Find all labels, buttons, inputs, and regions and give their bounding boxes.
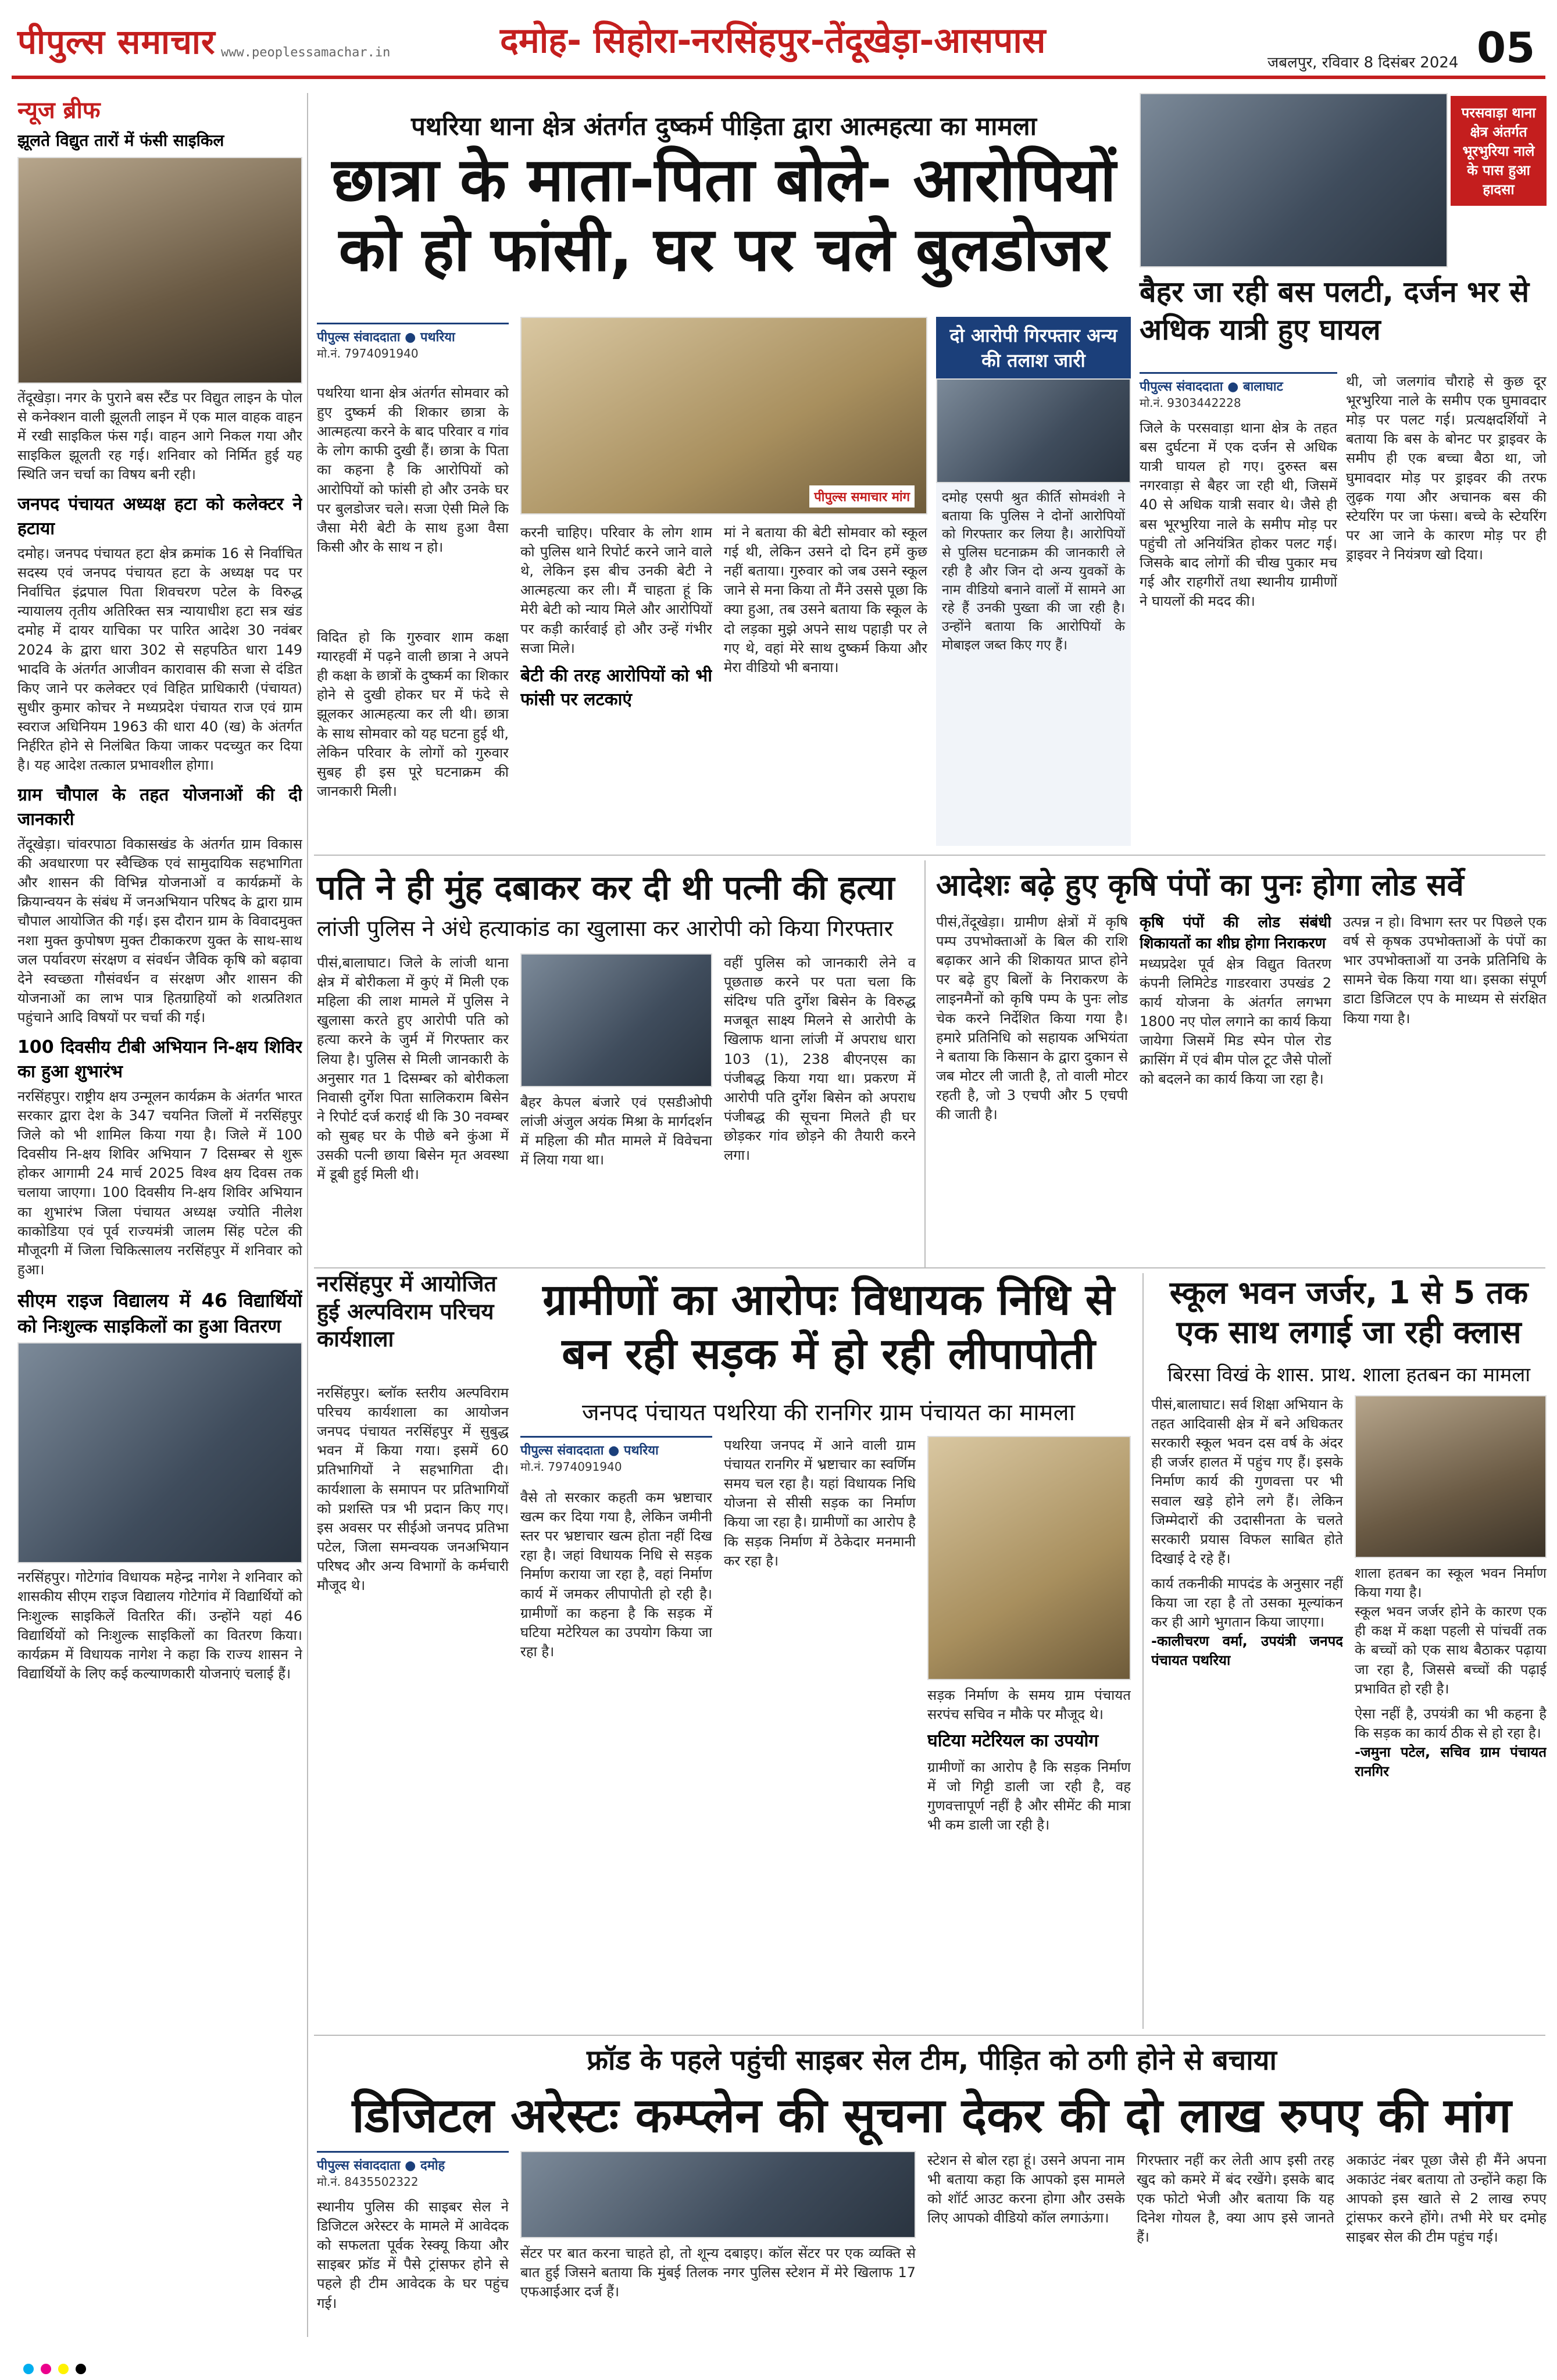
lead-col-3: मां ने बताया की बेटी सोमवार को स्कूल गई थी, लेकिन उसने दो दिन हमें कुछ नहीं बताया। गुरुवार को जब उसने स्कूल जाने से मना किया तो मैंने उससे पूछा कि क्या हुआ, तब उसने बताया कि स्कूल के दो लड़का मुझे अपने साथ पहाड़ी पर ले गए थे, वहां मेरे साथ दुष्कर्म किया और मेरा वीडियो भी बनाया। — [724, 524, 927, 676]
news-brief-label: न्यूज ब्रीफ — [17, 97, 101, 124]
brief-text: नरसिंहपुर। राष्ट्रीय क्षय उन्मूलन कार्यक्रम के अंतर्गत भारत सरकार द्वारा देश के 347 चयनित जिलों में नरसिंहपुर जिले को भी शामिल किया गया है। जिले में 100 दिवसीय नि-क्षय शिविर अभियान 7 दिसम्बर से शुरू होकर आगामी 24 मार्च 2025 विश्व क्षय दिवस तक चलाया जाएगा। 100 दिवसीय नि-क्षय शिविर अभियान का शुभारंभ जिला पंचायत अध्यक्ष ज्योति नीलेश काकोडिया एवं पूर्व राज्यमंत्री जालम सिंह पटेल की मौजूदगी में जिला चिकित्सालय नरसिंहपुर में शनिवार को हुआ। — [17, 1088, 302, 1278]
registration-mark — [58, 2364, 69, 2374]
section-title: दमोह- सिहोरा-नरसिंहपुर-तेंदूखेड़ा-आसपास — [500, 20, 1046, 61]
arrest-box-title: दो आरोपी गिरफ्तार अन्य की तलाश जारी — [936, 317, 1131, 378]
row-divider — [314, 1267, 1545, 1268]
pump-headline: आदेशः बढ़े हुए कृषि पंपों का पुनः होगा लोड सर्वे — [936, 868, 1464, 903]
cyber-col-1: स्थानीय पुलिस की साइबर सेल ने डिजिटल अरेस्टर के मामले में आवेदक को सफलता पूर्वक रेस्क्यू किया और साइबर फ्रॉड में पैसे ट्रांसफर होने से पहले ही टीम आवेदक के घर पहुंच गई। — [317, 2199, 509, 2311]
cycle-photo — [17, 157, 302, 384]
lead-col-2: करनी चाहिए। परिवार के लोग शाम को पुलिस थाने रिपोर्ट करने जाने वाले थे, लेकिन इस बीच उनकी बेटी ने आत्महत्या कर ली। मैं चाहता हूं कि मेरी बेटी को न्याय मिले और आरोपियों पर कड़ी कार्रवाई हो और उन्हें गंभीर सजा मिले। बेटी की तरह आरोपियों को भी फांसी पर लटकाएं — [520, 524, 712, 710]
murder-caption: बैहर केपल बंजारे एवं एसडीओपी लांजी अंजुल अयंक मिश्रा के मार्गदर्शन में महिला की मौत मामले में विवेचना में लिया गया था। — [520, 1094, 712, 1168]
murder-deck: लांजी पुलिस ने अंधे हत्याकांड का खुलासा कर आरोपी को किया गिरफ्तार — [317, 916, 894, 941]
cyber-col-3: स्टेशन से बोल रहा हूं। उसने अपना नाम भी बताया कहा कि आपको इस मामले को शॉर्ट आउट करना होगा और उसके लिए आपको वीडियो कॉल लगाऊंगा। — [927, 2152, 1125, 2227]
school-col-1: पीसं,बालाघाट। सर्व शिक्षा अभियान के तहत आदिवासी क्षेत्र में बने अधिकतर सरकारी स्कूल भवन दस वर्ष के अंदर ही जर्जर हालत में पहुंच गए हैं। इसके निर्माण कार्य की गुणवत्ता पर भी सवाल खड़े होने लगे हैं। लेकिन जिम्मेदारों की उदासीनता के चलते सरकारी प्रयास विफल साबित होते दिखाई दे रहे हैं। कार्य तकनीकी मापदंड के अनुसार नहीं किया जा रहा है तो उसका मूल्यांकन कर ही आगे भुगतान किया जाएगा। -कालीचरण वर्मा, उपयंत्री जनपद पंचायत पथरिया — [1151, 1396, 1343, 1669]
cyber-team-photo — [520, 2151, 916, 2238]
pump-col-2: कृषि पंपों की लोड संबंधी शिकायतों का शीघ्र होगा निराकरण मध्यप्रदेश पूर्व क्षेत्र विद्युत वितरण कंपनी लिमिटेड गाडरवारा उपखंड 2 कार्य योजना के अंतर्गत लगभग 1800 नए पोल लगाने का कार्य किया जायेगा जिसमें मिड स्पेन पोल रोड क्रासिंग में एवं बीम पोल टूट जैसे पोलों को बदलने का कार्य किया जा रहा है। — [1140, 914, 1331, 1088]
school-col-2: शाला हतबन का स्कूल भवन निर्माण किया गया है। स्कूल भवन जर्जर होने के कारण एक ही कक्ष में कक्षा पहली से पांचवीं तक के बच्चों को एक साथ बैठाकर पढ़ाया जा रहा है, जिससे बच्चों की पढ़ाई प्रभावित हो रही है। ऐसा नहीं है, उपयंत्री का भी कहना है कि सड़क का कार्य ठीक से हो रहा है। -जमुना पटेल, सचिव ग्राम पंचायत रानगिर — [1355, 1565, 1547, 1780]
school-headline: स्कूल भवन जर्जर, 1 से 5 तक एक साथ लगाई जा रही क्लास — [1169, 1274, 1529, 1350]
news-brief-column — [17, 93, 302, 2337]
masthead-logo: पीपुल्स समाचार — [17, 22, 216, 62]
road-headline: ग्रामीणों का आरोपः विधायक निधि से बन रही सड़क में हो रही लीपापोती — [542, 1275, 1115, 1379]
brief-text: दमोह। जनपद पंचायत हटा क्षेत्र क्रमांक 16 से निर्वाचित सदस्य एवं जनपद पंचायत हटा के अध्यक्ष पद पर निर्वाचित इंद्रपाल पिता शिवचरण पटेल के विरुद्ध न्यायालय तृतीय अतिरिक्त सत्र न्यायाधीश हटा सत्र खंड दमोह में दायर याचिका पर पारित आदेश 30 नवंबर 2024 के द्वारा धारा 302 से सहपठित धारा 149 भादवि के अंतर्गत आजीवन कारावास की सजा से दंडित किए जाने पर कलेक्टर एवं विहित प्राधिकारी (पंचायत) सुधीर कुमार कोचर ने मध्यप्रदेश पंचायत राज एवं ग्राम स्वराज अधिनियम 1963 की धारा 40 (ख) के अंतर्गत निर्हरित होने से निलंबित किया जाकर पदच्युत कर दिया है। यह आदेश तत्काल प्रभावशील होगा। — [17, 545, 302, 774]
photo-label: पीपुल्स समाचार मांग — [809, 485, 915, 508]
lead-headline: छात्रा के माता-पिता बोले- आरोपियों को हो फांसी, घर पर चले बुलडोजर — [331, 144, 1116, 285]
police-team-photo — [520, 953, 712, 1087]
cyber-col-4: गिरफ्तार नहीं कर लेती आप इसी तरह खुद को कमरे में बंद रखेंगे। इसके बाद एक फोटो भेजी और बताया कि यह दिनेश गोयल है, क्या आप इसे जानते हैं। — [1137, 2152, 1334, 2246]
masthead-url: www.peoplessamachar.in — [221, 45, 391, 60]
murder-headline: पति ने ही मुंह दबाकर कर दी थी पत्नी की हत्या — [317, 868, 895, 907]
road-byline: पीपुल्स संवाददाता ● पथरिया मो.नं. 7974091940 — [520, 1436, 712, 1474]
issue-date: जबलपुर, रविवार 8 दिसंबर 2024 — [1267, 54, 1459, 72]
registration-mark — [41, 2364, 51, 2374]
bus-col-1: जिले के परसवाड़ा थाना क्षेत्र के तहत बस दुर्घटना में एक दर्जन से अधिक यात्री घायल हो गए। दुरुस्त बस नगरवाड़ा से बैहर जा रही थी, जिसमें 40 से अधिक यात्री सवार थे। जैसे ही बस भूरभुरिया नाले के समीप मोड़ पर पहुंची तो अनियंत्रित होकर पलट गई। जिसके बाद लोगों की चीख पुकार मच गई और राहगीरों तथा स्थानीय ग्रामीणों ने घायलों की मदद की। — [1140, 420, 1337, 609]
workshop-col: नरसिंहपुर। ब्लॉक स्तरीय अल्पविराम परिचय कार्यशाला का आयोजन जनपद पंचायत नरसिंहपुर में सुबुद्ध भवन में किया गया। इसमें 60 प्रतिभागियों ने सहभागिता दी। कार्यशाला के समापन पर प्रतिभागियों को प्रशस्ति पत्र भी प्रदान किए गए। इस अवसर पर सीईओ जनपद प्रतिभा पटेल, जिला समन्वयक जनअभियान परिषद और अन्य विभागों के कर्मचारी मौजूद थे। — [317, 1385, 509, 1594]
row-divider — [314, 855, 1545, 856]
bus-accident-photo — [1140, 93, 1448, 267]
road-photo — [927, 1436, 1131, 1680]
school-photo — [1355, 1395, 1547, 1558]
lead-byline: पीपुल्स संवाददाता ● पथरिया मो.नं. 7974091940 — [317, 323, 509, 361]
brief-headline: झूलते विद्युत तारों में फंसी साइकिल — [17, 131, 224, 150]
bus-byline: पीपुल्स संवाददाता ● बालाघाट मो.नं. 9303442228 — [1140, 372, 1337, 410]
column-divider — [924, 860, 926, 1267]
road-col-1: वैसे तो सरकार कहती कम भ्रष्टाचार खत्म कर दिया गया है, लेकिन जमीनी स्तर पर भ्रष्टाचार खत्म होता नहीं दिख रहा है। जहां विधायक निधि से सड़क निर्माण कराया जा रहा है, वहां निर्माण कार्य में जमकर लीपापोती हो रही है। ग्रामीणों का कहना है कि सड़क में घटिया मटेरियल का उपयोग किया जा रहा है। — [520, 1489, 712, 1660]
column-divider — [1142, 1273, 1144, 2029]
cyber-headline: डिजिटल अरेस्टः कम्प्लेन की सूचना देकर की दो लाख रुपए की मांग — [352, 2088, 1512, 2143]
lead-col-1b: विदित हो कि गुरुवार शाम कक्षा ग्यारहवीं में पढ़ने वाली छात्रा ने अपने ही कक्षा के छात्रों के दुष्कर्म का शिकार होने से दुखी होकर घर में फंदे से झूलकर आत्महत्या कर ली थी। छात्रा के साथ सोमवार को यह घटना हुई थी, लेकिन परिवार के लोगों को गुरुवार सुबह ही इस पूरे घटनाक्रम की जानकारी मिली। — [317, 629, 509, 799]
cyber-col-2: सेंटर पर बात करना चाहते हो, तो शून्य दबाइए। कॉल सेंटर पर एक व्यक्ति से बात हुई जिसने बताया कि मुंबई तिलक नगर पुलिस स्टेशन में मेरे खिलाफ 17 एफआईआर दर्ज हैं। — [520, 2245, 916, 2300]
cyber-byline: पीपुल्स संवाददाता ● दमोह मो.नं. 8435502322 — [317, 2151, 509, 2189]
lead-kicker: पथरिया थाना क्षेत्र अंतर्गत दुष्कर्म पीड़िता द्वारा आत्महत्या का मामला — [410, 112, 1037, 141]
road-col-2: पथरिया जनपद में आने वाली ग्राम पंचायत रानगिर में भ्रष्टाचार का स्वर्णिम समय चल रहा है। यहां विधायक निधि योजना से सीसी सड़क का निर्माण किया जा रहा है। ग्रामीणों का आरोप है कि सड़क निर्माण में ठेकेदार मनमानी कर रहा है। — [724, 1437, 916, 1569]
bus-col-2: थी, जो जलगांव चौराहे से कुछ दूर भूरभुरिया नाले के समीप एक घुमावदार मोड़ पर पलट गई। प्रत्यक्षदर्शियों ने बताया कि बस के बोनट पर ड्राइवर के समीप ही एक बच्चा बैठा था, जो घुमावदार मोड़ पर ड्राइवर की तरफ लुढ़क गया और अचानक बस की स्टेयरिंग पर जा फंसा। बच्चे के स्टेयरिंग पर आ जाने के कारण मोड़ पर ही ड्राइवर ने नियंत्रण खो दिया। — [1346, 373, 1547, 563]
cyber-col-5: अकाउंट नंबर पूछा जैसे ही मैंने अपना अकाउंट नंबर बताया तो उन्होंने कहा कि आपको इस खाते से 2 लाख रुपए ट्रांसफर करने होंगे। तभी मेरे घर दमोह साइबर सेल की टीम पहुंच गई। — [1346, 2152, 1547, 2246]
row-divider — [314, 2035, 1545, 2036]
brief-text: तेंदूखेड़ा। चांवरपाठा विकासखंड के अंतर्गत ग्राम विकास की अवधारणा पर स्वैच्छिक एवं सामुदायिक सहभागिता और शासन की विभिन्न योजनाओं व कार्यक्रमों के क्रियान्वयन के संबंध में जनअभियान परिषद के द्वारा ग्राम चौपाल आयोजित की गई। इस दौरान ग्राम के विवादमुक्त नशा मुक्त कुपोषण मुक्त टीकाकरण युक्त के साथ-साथ जल पर्यावरण संरक्षण व संवर्धन जैविक कृषि को बढ़ावा देने स्वच्छता गौसंवर्धन व संरक्षण और शासन की योजनाओं का लाभ पात्र हितग्राहियों को शत्प्रतिशत पहुंचाने आदि विषयों पर चर्चा की गई। — [17, 836, 302, 1026]
column-divider — [307, 93, 308, 2337]
brief-headline: जनपद पंचायत अध्यक्ष हटा को कलेक्टर ने हटाया — [17, 494, 302, 539]
masthead-rule — [12, 76, 1545, 79]
registration-mark — [76, 2364, 86, 2374]
workshop-headline: नरसिंहपुर में आयोजित हुई अल्पविराम परिचय कार्यशाला — [317, 1271, 497, 1352]
brief-headline: 100 दिवसीय टीबी अभियान नि-क्षय शिविर का हुआ शुभारंभ — [17, 1037, 302, 1082]
brief-headline: ग्राम चौपाल के तहत योजनाओं की दी जानकारी — [17, 785, 302, 830]
lead-col-1: पथरिया थाना क्षेत्र अंतर्गत सोमवार को हुए दुष्कर्म की शिकार छात्रा के आत्महत्या करने के बाद परिवार व गांव के लोग काफी दुखी हैं। छात्रा के पिता का कहना है कि आरोपियों को आरोपियों को फांसी हो और उनके घर पर बुलडोजर चले। सजा ऐसी मिले कि जैसा मेरी बेटी के साथ हुआ वैसा किसी और के साथ न हो। — [317, 385, 509, 555]
pump-col-3: उत्पन्न न हो। विभाग स्तर पर पिछले एक वर्ष से कृषक उपभोक्ताओं के पंपों का भार उपभोक्ताओं या उनके प्रतिनिधि के सामने चेक किया गया था। इसका संपूर्ण डाटा डिजिटल एप के माध्यम से संरक्षित किया गया है। — [1343, 914, 1547, 1027]
bus-headline: बैहर जा रही बस पलटी, दर्जन भर से अधिक यात्री हुए घायल — [1140, 275, 1529, 346]
brief-headline: सीएम राइज विद्यालय में 46 विद्यार्थियों को निःशुल्क साइकिलों का हुआ वितरण — [17, 1289, 302, 1338]
cycle-distribution-photo — [17, 1342, 302, 1563]
brief-text: नरसिंहपुर। गोटेगांव विधायक महेन्द्र नागेश ने शनिवार को शासकीय सीएम राइज विद्यालय गोटेगांव में विद्यार्थियों को निःशुल्क साइकिलें वितरित कीं। उन्होंने यहां 46 विद्यार्थियों को निःशुल्क साइकिलों का वितरण किया। कार्यक्रम में विधायक नागेश ने कहा कि राज्य शासन ने विद्यार्थियों के लिए कई कल्याणकारी योजनाएं चलाई हैं। — [17, 1569, 302, 1682]
arrest-box — [936, 317, 1131, 846]
cyber-kicker: फ्रॉड के पहले पहुंची साइबर सेल टीम, पीड़ित को ठगी होने से बचाया — [587, 2044, 1277, 2077]
brief-text: तेंदूखेड़ा। नगर के पुराने बस स्टैंड पर विद्युत लाइन के पोल से कनेक्शन वाली झूलती लाइन में एक माल वाहक वाहन में रखी साइकिल फंस गई। वाहन आगे निकल गया और साइकिल झूलती रह गई। शनिवार को निर्मित हुई यह स्थिति जन चर्चा का विषय बनी रही। — [17, 389, 302, 483]
murder-col-1: पीसं,बालाघाट। जिले के लांजी थाना क्षेत्र में बोरीकला में कुएं में मिली एक महिला की लाश मामले में पुलिस ने खुलासा करते हुए आरोपी पति को हत्या करने के जुर्म में गिरफ्तार कर लिया है। पुलिस से मिली जानकारी के अनुसार गत 1 दिसम्बर को बोरीकला निवासी दुर्गेश पिता सालिकराम बिसेन ने रिपोर्ट दर्ज कराई थी कि 30 नवम्बर को सुबह घर के पीछे बने कुंआ में उसकी पत्नी छाया बिसेन मृत अवस्था में डूबी हुई मिली थी। — [317, 955, 509, 1183]
pump-col-1: पीसं,तेंदूखेड़ा। ग्रामीण क्षेत्रों में कृषि पम्प उपभोक्ताओं के बिल की राशि बढ़ाकर आने की शिकायत प्राप्त होने पर बढ़े हुए बिलों के निराकरण के लाइनमैनों को कृषि पम्प के पुनः लोड चेक करने निर्देशित किया गया है। हमारे प्रतिनिधि को सहायक अभियंता ने बताया कि किसान के द्वारा दुकान से जब मोटर ली जाती है, तो वाली मोटर रहती है, जो 3 एचपी और 5 एचपी की जाती है। — [936, 914, 1128, 1123]
page-number: 05 — [1477, 23, 1535, 72]
road-deck: जनपद पंचायत पथरिया की रानगिर ग्राम पंचायत का मामला — [582, 1399, 1075, 1426]
arrest-photo — [936, 378, 1131, 483]
school-deck: बिरसा विखं के शास. प्राथ. शाला हतबन का मामला — [1167, 1363, 1531, 1386]
road-col-3: सड़क निर्माण के समय ग्राम पंचायत सरपंच सचिव न मौके पर मौजूद थे। घटिया मटेरियल का उपयोग ग्रामीणों का आरोप है कि सड़क निर्माण में जो गिट्टी डाली जा रही है, वह गुणवत्तापूर्ण नहीं है और सीमेंट की मात्रा भी कम डाली जा रही है। — [927, 1687, 1131, 1833]
arrest-box-text: दमोह एसपी श्रुत कीर्ति सोमवंशी ने बताया कि पुलिस ने दोनों आरोपियों को गिरफ्तार कर लिया है। आरोपियों से पुलिस घटनाक्रम की जानकारी ले रही है और जिन दो अन्य युवकों के नाम वीडियो बनाने वालों में सामने आ रहे हैं उनकी पुख्ता की जा रही है। उन्होंने बताया कि आरोपियों के मोबाइल जब्त किए गए हैं। — [942, 490, 1125, 653]
registration-mark — [23, 2364, 34, 2374]
murder-col-3: वहीं पुलिस को जानकारी लेने व पूछताछ करने पर पता चला कि संदिग्ध पति दुर्गेश बिसेन के विरुद्ध मजबूत साक्ष्य मिलने से आरोपी के खिलाफ थाना लांजी में अपराध धारा 103 (1), 238 बीएनएस का पंजीबद्ध किया गया था। प्रकरण में आरोपी पति दुर्गेश बिसेन को अपराध पंजीबद्ध की सूचना मिलते ही घर छोड़कर गांव छोड़ने की तैयारी करने लगा। — [724, 955, 916, 1164]
police-station-photo — [520, 317, 927, 514]
bus-location-badge: परसवाड़ा थाना क्षेत्र अंतर्गत भूरभुरिया नाले के पास हुआ हादसा — [1451, 96, 1547, 206]
